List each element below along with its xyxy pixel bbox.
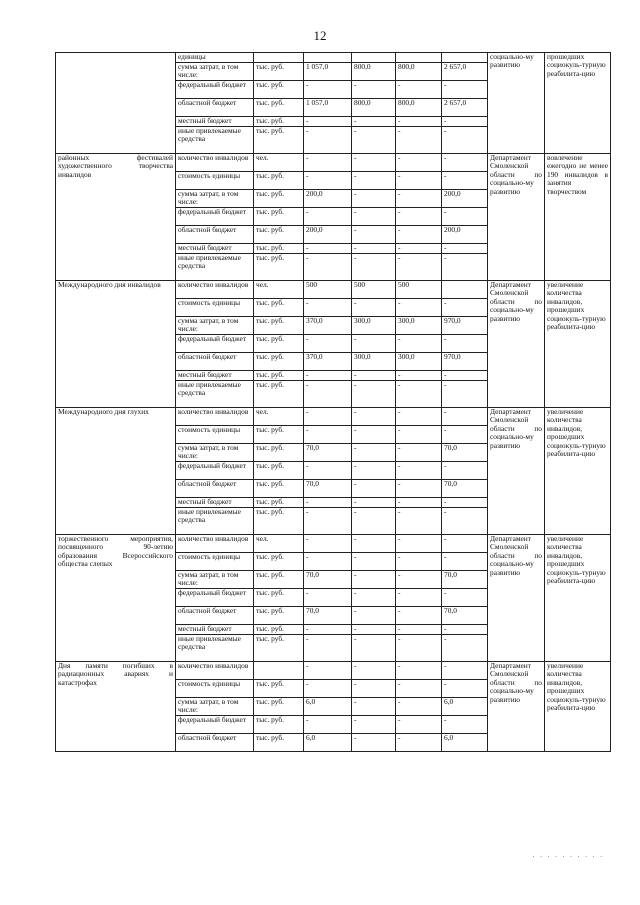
unit-cell: тыс. руб.	[254, 190, 304, 208]
indicator-name: стоимость единицы	[176, 426, 254, 444]
unit-cell: чел.	[254, 281, 304, 299]
value-year-3: -	[396, 254, 442, 281]
value-year-1: -	[304, 498, 352, 508]
value-total: -	[442, 680, 488, 698]
event-name	[56, 53, 176, 154]
value-year-1: -	[304, 553, 352, 571]
value-year-2: 800,0	[352, 63, 396, 81]
unit-cell: тыс. руб.	[254, 508, 304, 535]
value-year-2: -	[352, 381, 396, 408]
value-year-1: -	[304, 680, 352, 698]
table-row	[56, 281, 611, 299]
indicator-name: иные привлекаемые средства	[176, 254, 254, 281]
unit-cell: тыс. руб.	[254, 172, 304, 190]
page-number: 12	[313, 28, 327, 43]
indicator-name: иные привлекаемые средства	[176, 381, 254, 408]
indicator-name: иные привлекаемые средства	[176, 508, 254, 535]
value-year-2: 300,0	[352, 353, 396, 371]
value-year-3: 800,0	[396, 99, 442, 117]
value-year-2: -	[352, 607, 396, 625]
value-year-1: -	[304, 408, 352, 426]
unit-cell: тыс. руб.	[254, 635, 304, 662]
value-year-2: -	[352, 127, 396, 154]
indicator-name: иные привлекаемые средства	[176, 127, 254, 154]
value-year-2: -	[352, 571, 396, 589]
table-row	[56, 535, 611, 553]
value-year-3: -	[396, 480, 442, 498]
value-year-1: -	[304, 299, 352, 317]
indicator-name: местный бюджет	[176, 625, 254, 635]
executor: Департамент Смоленской области по социально-му развитию	[488, 154, 545, 281]
value-year-1: 370,0	[304, 317, 352, 335]
value-year-3: -	[396, 589, 442, 607]
value-year-2: -	[352, 154, 396, 172]
value-year-1: -	[304, 426, 352, 444]
value-year-1: 70,0	[304, 571, 352, 589]
value-total: -	[442, 381, 488, 408]
unit-cell	[254, 53, 304, 63]
value-year-3: -	[396, 381, 442, 408]
event-name: Международного дня инвалидов	[56, 281, 176, 408]
value-year-2: -	[352, 698, 396, 716]
value-year-1: -	[304, 589, 352, 607]
indicator-name: сумма затрат, в том числе:	[176, 63, 254, 81]
indicator-name: сумма затрат, в том числе:	[176, 317, 254, 335]
value-total: -	[442, 553, 488, 571]
value-year-1: -	[304, 172, 352, 190]
unit-cell: тыс. руб.	[254, 381, 304, 408]
event-name: торжественного мероприятия, посвященного 90-летию образования Всероссийского общества слепых	[56, 535, 176, 662]
indicator-name: федеральный бюджет	[176, 589, 254, 607]
value-year-3: -	[396, 635, 442, 662]
executor: Департамент Смоленской области по социально-му развитию	[488, 662, 545, 752]
value-year-2: -	[352, 535, 396, 553]
value-year-1: -	[304, 535, 352, 553]
indicator-name: количество инвалидов	[176, 535, 254, 553]
event-name: районных фестивалей художественного творчества инвалидов	[56, 154, 176, 281]
value-total: 970,0	[442, 317, 488, 335]
unit-cell: тыс. руб.	[254, 462, 304, 480]
unit-cell: тыс. руб.	[254, 734, 304, 752]
indicator-name: стоимость единицы	[176, 299, 254, 317]
indicator-name: федеральный бюджет	[176, 208, 254, 226]
unit-cell: тыс. руб.	[254, 498, 304, 508]
value-year-3: -	[396, 498, 442, 508]
value-year-1: -	[304, 335, 352, 353]
indicator-name: количество инвалидов	[176, 408, 254, 426]
value-total: -	[442, 371, 488, 381]
indicator-name: федеральный бюджет	[176, 716, 254, 734]
unit-cell: тыс. руб.	[254, 426, 304, 444]
value-year-1: -	[304, 127, 352, 154]
value-year-2: -	[352, 625, 396, 635]
indicator-name: областной бюджет	[176, 480, 254, 498]
value-year-2: -	[352, 480, 396, 498]
value-total: -	[442, 154, 488, 172]
expected-result: увеличение количества инвалидов, прошедших социокуль-турную реабилита-цию	[545, 535, 611, 662]
value-year-3: -	[396, 734, 442, 752]
value-year-2: 500	[352, 281, 396, 299]
value-total: -	[442, 335, 488, 353]
value-total: -	[442, 662, 488, 680]
unit-cell: тыс. руб.	[254, 480, 304, 498]
executor: Департамент Смоленской области по социально-му развитию	[488, 535, 545, 662]
value-year-1: 1 057,0	[304, 63, 352, 81]
value-year-2: 800,0	[352, 99, 396, 117]
unit-cell: тыс. руб.	[254, 353, 304, 371]
indicator-name: областной бюджет	[176, 734, 254, 752]
value-total: 70,0	[442, 607, 488, 625]
value-year-1: -	[304, 716, 352, 734]
indicator-name: единицы	[176, 53, 254, 63]
value-year-2: -	[352, 680, 396, 698]
value-year-1: 70,0	[304, 444, 352, 462]
unit-cell: чел.	[254, 154, 304, 172]
value-year-3: -	[396, 625, 442, 635]
expected-result: увеличение количества инвалидов, прошедших социокуль-турную реабилита-цию	[545, 408, 611, 535]
executor: Департамент Смоленской области по социально-му развитию	[488, 408, 545, 535]
value-year-2: -	[352, 244, 396, 254]
event-name: Дня памяти погибших в радиационных авариях и катастрофах	[56, 662, 176, 752]
unit-cell: тыс. руб.	[254, 299, 304, 317]
value-year-3: -	[396, 408, 442, 426]
indicator-name: сумма затрат, в том числе:	[176, 444, 254, 462]
value-year-2: -	[352, 426, 396, 444]
value-total: 70,0	[442, 480, 488, 498]
value-year-2: -	[352, 444, 396, 462]
value-year-3: -	[396, 154, 442, 172]
indicator-name: стоимость единицы	[176, 172, 254, 190]
unit-cell: тыс. руб.	[254, 244, 304, 254]
value-year-3: -	[396, 172, 442, 190]
unit-cell: тыс. руб.	[254, 680, 304, 698]
value-total: -	[442, 498, 488, 508]
indicator-name: стоимость единицы	[176, 553, 254, 571]
value-year-3: -	[396, 444, 442, 462]
indicator-name: местный бюджет	[176, 498, 254, 508]
indicator-name: сумма затрат, в том числе:	[176, 698, 254, 716]
indicator-name: количество инвалидов	[176, 154, 254, 172]
table-row	[56, 154, 611, 172]
indicator-name: иные привлекаемые средства	[176, 635, 254, 662]
value-total: -	[442, 625, 488, 635]
value-total: 6,0	[442, 698, 488, 716]
indicator-name: количество инвалидов	[176, 281, 254, 299]
value-year-2: -	[352, 117, 396, 127]
value-year-2: -	[352, 335, 396, 353]
value-total: 70,0	[442, 444, 488, 462]
table-row	[56, 53, 611, 63]
value-year-2: -	[352, 408, 396, 426]
value-year-1: -	[304, 662, 352, 680]
scan-artifact: . . . . . . . . . .	[532, 851, 604, 859]
unit-cell: тыс. руб.	[254, 607, 304, 625]
value-total: 200,0	[442, 190, 488, 208]
table-row	[56, 408, 611, 426]
value-total: -	[442, 117, 488, 127]
expected-result: увеличение количества инвалидов, прошедших социокуль-турную реабилита-цию	[545, 281, 611, 408]
value-total: -	[442, 535, 488, 553]
unit-cell: тыс. руб.	[254, 371, 304, 381]
unit-cell: тыс. руб.	[254, 571, 304, 589]
value-year-2: -	[352, 589, 396, 607]
value-year-2: 300,0	[352, 317, 396, 335]
value-total	[442, 281, 488, 299]
value-total: 970,0	[442, 353, 488, 371]
value-year-3: -	[396, 508, 442, 535]
value-year-3	[396, 53, 442, 63]
value-year-1: 1 057,0	[304, 99, 352, 117]
value-year-3: -	[396, 662, 442, 680]
value-total: -	[442, 462, 488, 480]
value-year-1: -	[304, 371, 352, 381]
value-year-2: -	[352, 371, 396, 381]
value-year-1: -	[304, 117, 352, 127]
unit-cell: тыс. руб.	[254, 553, 304, 571]
value-year-2: -	[352, 498, 396, 508]
value-year-3: -	[396, 680, 442, 698]
unit-cell: тыс. руб.	[254, 444, 304, 462]
indicator-name: областной бюджет	[176, 607, 254, 625]
value-year-3: -	[396, 244, 442, 254]
value-year-3: -	[396, 299, 442, 317]
unit-cell: тыс. руб.	[254, 698, 304, 716]
value-year-1: 70,0	[304, 480, 352, 498]
unit-cell: тыс. руб.	[254, 81, 304, 99]
value-year-2: -	[352, 190, 396, 208]
value-year-1: -	[304, 381, 352, 408]
indicator-name: местный бюджет	[176, 244, 254, 254]
value-year-1: -	[304, 208, 352, 226]
value-year-1: 200,0	[304, 226, 352, 244]
unit-cell: тыс. руб.	[254, 63, 304, 81]
expected-result: прошедших социокуль-турную реабилита-цию	[545, 53, 611, 154]
table-body	[56, 53, 611, 752]
indicator-name: стоимость единицы	[176, 680, 254, 698]
value-year-3: -	[396, 571, 442, 589]
value-year-2: -	[352, 734, 396, 752]
value-total: -	[442, 589, 488, 607]
executor: Департамент Смоленской области по социально-му развитию	[488, 281, 545, 408]
unit-cell: тыс. руб.	[254, 117, 304, 127]
unit-cell: тыс. руб.	[254, 226, 304, 244]
indicator-name: сумма затрат, в том числе:	[176, 571, 254, 589]
value-year-3: 300,0	[396, 353, 442, 371]
value-year-1: -	[304, 81, 352, 99]
indicator-name: местный бюджет	[176, 117, 254, 127]
value-total: 70,0	[442, 571, 488, 589]
unit-cell: тыс. руб.	[254, 99, 304, 117]
value-year-3: 300,0	[396, 317, 442, 335]
value-year-1: 370,0	[304, 353, 352, 371]
value-year-3: -	[396, 81, 442, 99]
value-total: 200,0	[442, 226, 488, 244]
value-total: -	[442, 172, 488, 190]
value-total: -	[442, 299, 488, 317]
value-year-3: -	[396, 371, 442, 381]
value-year-1: -	[304, 625, 352, 635]
value-year-2: -	[352, 716, 396, 734]
value-year-3: -	[396, 698, 442, 716]
value-year-3: -	[396, 716, 442, 734]
value-year-2: -	[352, 462, 396, 480]
value-year-2: -	[352, 208, 396, 226]
value-year-2: -	[352, 172, 396, 190]
indicator-name: количество инвалидов	[176, 662, 254, 680]
value-year-3: 500	[396, 281, 442, 299]
indicator-name: федеральный бюджет	[176, 335, 254, 353]
indicator-name: сумма затрат, в том числе:	[176, 190, 254, 208]
value-year-1: 70,0	[304, 607, 352, 625]
value-year-3: -	[396, 553, 442, 571]
value-year-2: -	[352, 553, 396, 571]
value-year-2: -	[352, 254, 396, 281]
unit-cell: тыс. руб.	[254, 716, 304, 734]
indicator-name: федеральный бюджет	[176, 462, 254, 480]
value-year-2	[352, 53, 396, 63]
indicator-name: областной бюджет	[176, 226, 254, 244]
value-total	[442, 53, 488, 63]
value-year-3: -	[396, 190, 442, 208]
value-year-1: -	[304, 635, 352, 662]
value-year-1: -	[304, 462, 352, 480]
event-name: Международного дня глухих	[56, 408, 176, 535]
value-total: -	[442, 408, 488, 426]
value-year-1: -	[304, 508, 352, 535]
value-year-3: -	[396, 335, 442, 353]
value-total: -	[442, 254, 488, 281]
value-year-1: 500	[304, 281, 352, 299]
value-total: -	[442, 508, 488, 535]
indicator-name: местный бюджет	[176, 371, 254, 381]
value-total: -	[442, 244, 488, 254]
value-year-1: -	[304, 244, 352, 254]
unit-cell: тыс. руб.	[254, 208, 304, 226]
value-total: -	[442, 635, 488, 662]
value-year-1: 6,0	[304, 698, 352, 716]
indicator-name: областной бюджет	[176, 99, 254, 117]
value-year-3: -	[396, 117, 442, 127]
unit-cell: тыс. руб.	[254, 589, 304, 607]
unit-cell: чел.	[254, 408, 304, 426]
value-year-3: -	[396, 426, 442, 444]
unit-cell: чел.	[254, 535, 304, 553]
unit-cell: тыс. руб.	[254, 625, 304, 635]
unit-cell	[254, 662, 304, 680]
value-total: 2 657,0	[442, 63, 488, 81]
value-year-3: -	[396, 226, 442, 244]
value-year-2: -	[352, 662, 396, 680]
indicator-name: федеральный бюджет	[176, 81, 254, 99]
program-table	[55, 52, 611, 752]
indicator-name: областной бюджет	[176, 353, 254, 371]
value-total: 2 657,0	[442, 99, 488, 117]
value-total: -	[442, 127, 488, 154]
value-year-1: 200,0	[304, 190, 352, 208]
expected-result: вовлечение ежегодно не менее 190 инвалидов в занятия творчеством	[545, 154, 611, 281]
value-year-3: -	[396, 208, 442, 226]
unit-cell: тыс. руб.	[254, 335, 304, 353]
value-total: 6,0	[442, 734, 488, 752]
value-year-3: -	[396, 462, 442, 480]
value-year-3: -	[396, 127, 442, 154]
value-year-1	[304, 53, 352, 63]
value-total: -	[442, 716, 488, 734]
value-total: -	[442, 81, 488, 99]
table-row	[56, 662, 611, 680]
value-year-1: 6,0	[304, 734, 352, 752]
executor: социально-му развитию	[488, 53, 545, 154]
unit-cell: тыс. руб.	[254, 127, 304, 154]
value-year-3: -	[396, 535, 442, 553]
value-total: -	[442, 426, 488, 444]
value-year-3: 800,0	[396, 63, 442, 81]
value-year-2: -	[352, 226, 396, 244]
value-year-2: -	[352, 508, 396, 535]
value-year-3: -	[396, 607, 442, 625]
value-year-2: -	[352, 299, 396, 317]
value-total: -	[442, 208, 488, 226]
unit-cell: тыс. руб.	[254, 317, 304, 335]
value-year-1: -	[304, 154, 352, 172]
expected-result: увеличение количества инвалидов, прошедших социокуль-турную реабилита-цию	[545, 662, 611, 752]
value-year-2: -	[352, 81, 396, 99]
unit-cell: тыс. руб.	[254, 254, 304, 281]
value-year-1: -	[304, 254, 352, 281]
value-year-2: -	[352, 635, 396, 662]
